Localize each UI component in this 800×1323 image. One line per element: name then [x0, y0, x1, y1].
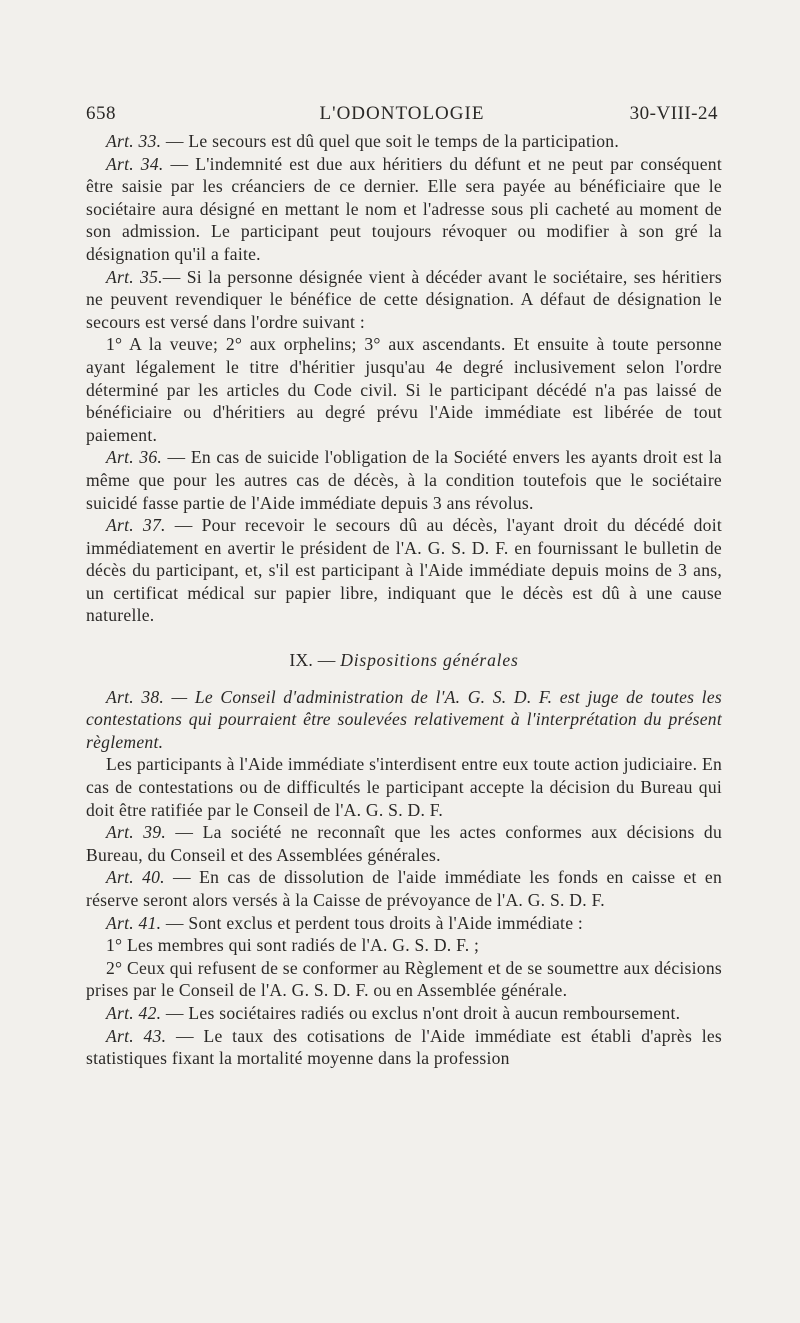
article-41-item-1: 1° Les membres qui sont radiés de l'A. G. S. D. F. ;	[106, 935, 480, 956]
article-37: Art. 37. — Pour recevoir le secours dû au décès, l'ayant droit du décédé doit immédiatement en avertir le président de l'A. G. S. D. F. en fournissant le bulletin de décès du participant, et, s'il est participant à l'Aide immédiate depuis moins de 3 ans, un certificat médical sur papier libre, indiquant que le décès est dû à une cause naturelle.	[86, 515, 722, 626]
article-41: Art. 41. — Sont exclus et perdent tous droits à l'Aide immédiate :	[106, 912, 584, 933]
article-41-item-2: 2° Ceux qui refusent de se conformer au Règlement et de se soumettre aux décisions prises par le Conseil de l'A. G. S. D. F. ou en Assemblée générale.	[86, 957, 722, 1001]
article-39: Art. 39. — La société ne reconnaît que les actes conformes aux décisions du Bureau, du Conseil et des Assemblées générales.	[86, 822, 722, 865]
article-38-cont: Les participants à l'Aide immédiate s'interdisent entre eux toute action judiciaire. En cas de contestations ou de difficultés le participant accepte la décision du Bureau qui doit être ratifiée par le Conseil de l'A. G. S. D. F.	[86, 754, 722, 820]
section-heading: IX. — Dispositions générales	[289, 650, 519, 671]
article-42: Art. 42. — Les sociétaires radiés ou exclus n'ont droit à aucun remboursement.	[106, 1002, 681, 1023]
article-38: Art. 38. — Le Conseil d'administration de l'A. G. S. D. F. est juge de toutes les contestations qui pourraient être soulevées relativement à l'interprétation du présent règlement.	[86, 686, 722, 752]
article-34: Art. 34. — L'indemnité est due aux héritiers du défunt et ne peut par conséquent être saisie par les créanciers de ce dernier. Elle sera payée au bénéficiaire que le sociétaire aura désigné en mettant le nom et l'adresse sous pli cacheté au moment de son admission. Le participant peut toujours révoquer ou modifier à son gré la désignation qu'il a faite.	[86, 153, 722, 264]
running-header	[86, 103, 718, 129]
article-40: Art. 40. — En cas de dissolution de l'aide immédiate les fonds en caisse et en réserve seront alors versés à la Caisse de prévoyance de l'A. G. S. D. F.	[86, 867, 722, 910]
page-body	[86, 130, 722, 1070]
journal-title: L'ODONTOLOGIE	[319, 103, 485, 124]
article-35: Art. 35.— Si la personne désignée vient à décéder avant le sociétaire, ses héritiers ne peuvent revendiquer le bénéfice de cette désignation. A défaut de désignation le secours est versé dans l'ordre suivant :	[86, 266, 722, 332]
article-36: Art. 36. — En cas de suicide l'obligation de la Société envers les ayants droit est la même que pour les autres cas de décès, à la condition toutefois que le sociétaire suicidé fasse partie de l'Aide immédiate depuis 3 ans révolus.	[86, 447, 722, 513]
page-number: 658	[86, 103, 116, 124]
issue-date: 30-VIII-24	[629, 103, 718, 124]
article-33: Art. 33. — Le secours est dû quel que soit le temps de la participation.	[106, 131, 619, 151]
article-43: Art. 43. — Le taux des cotisations de l'Aide immédiate est établi d'après les statistiques fixant la mortalité moyenne dans la profession	[86, 1025, 722, 1069]
article-35-order: 1° A la veuve; 2° aux orphelins; 3° aux ascendants. Et ensuite à toute personne ayant légalement le titre d'héritier jusqu'au 4e degré inclusivement selon l'ordre déterminé par les articles du Code civil. Si le participant décédé n'a pas laissé de bénéficiaire ou d'héritiers au degré prévu l'Aide immédiate est libérée de tout paiement.	[86, 334, 722, 445]
